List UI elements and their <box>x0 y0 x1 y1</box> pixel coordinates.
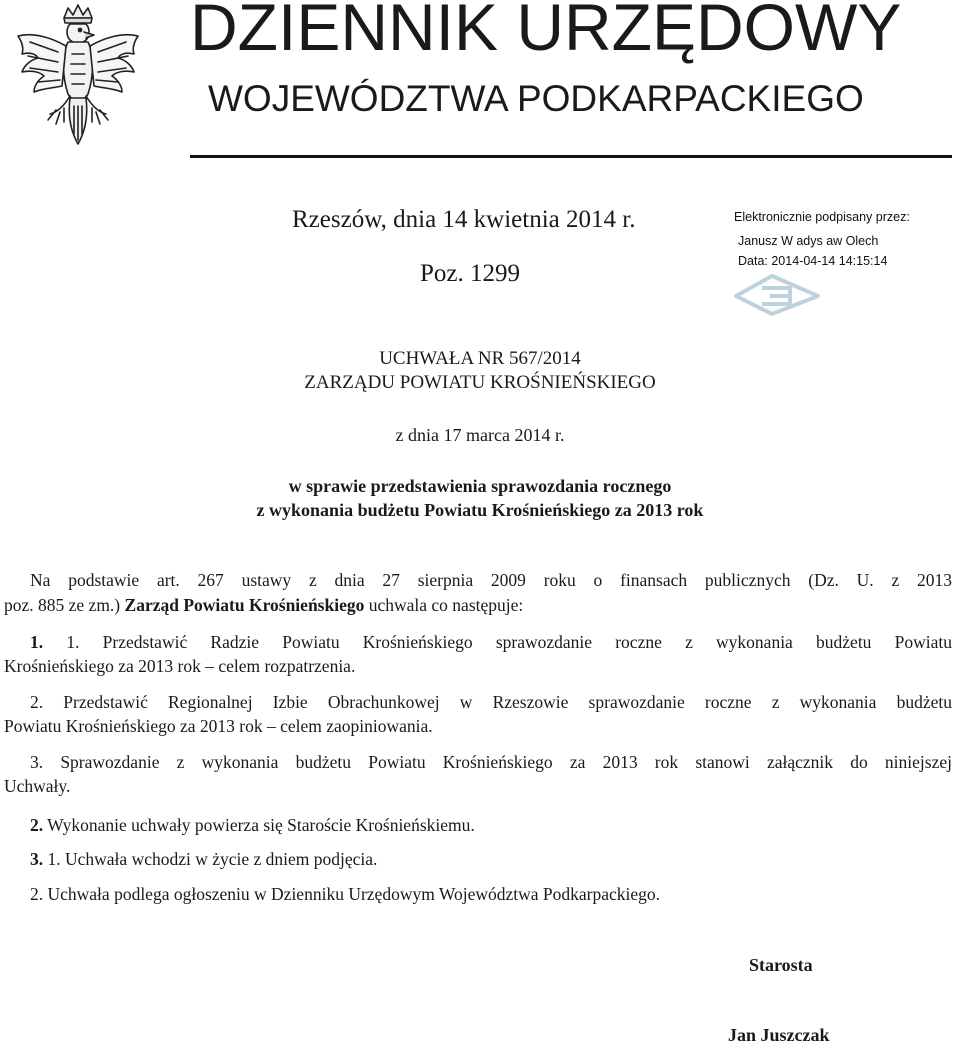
masthead-divider <box>190 155 952 158</box>
paragraph-1-point-3: 3. Sprawozdanie z wykonania budżetu Powiatu Krośnieńskiego za 2013 rok stanowi załącznik do niniejszej <box>30 752 952 772</box>
paragraph-3-point-2: 2. Uchwała podlega ogłoszeniu w Dzienniku Urzędowym Województwa Podkarpackiego. <box>30 884 661 904</box>
signature-signer: Janusz W adys aw Olech <box>738 234 879 248</box>
preamble-enacts: uchwala co następuje: <box>364 595 524 615</box>
signature-label: Elektronicznie podpisany przez: <box>734 210 910 224</box>
paragraph-2 <box>30 815 960 836</box>
signature-stamp-icon <box>732 266 822 318</box>
paragraph-1-point-1: 1. Przedstawić Radzie Powiatu Krośnieńskiego sprawozdanie roczne z wykonania budżetu Powiatu <box>43 632 952 652</box>
gazette-subtitle: WOJEWÓDZTWA PODKARPACKIEGO <box>208 78 864 119</box>
resolution-issuer: ZARZĄDU POWIATU KROŚNIEŃSKIEGO <box>304 372 656 393</box>
eagle-emblem-icon <box>8 2 148 152</box>
paragraph-3-mark: 3. <box>30 849 44 869</box>
resolution-subject-line1: w sprawie przedstawienia sprawozdania rocznego <box>288 476 672 496</box>
preamble-board: Zarząd Powiatu Krośnieńskiego <box>124 595 365 615</box>
paragraph-1-line1 <box>30 632 952 653</box>
resolution-subject-line2: z wykonania budżetu Powiatu Krośnieńskiego za 2013 rok <box>256 500 704 520</box>
preamble-line2 <box>4 595 952 616</box>
position-number: Poz. 1299 <box>420 260 520 287</box>
gazette-title: DZIENNIK URZĘDOWY <box>190 0 902 64</box>
paragraph-1-mark: 1. <box>30 632 44 652</box>
electronic-signature-block <box>732 210 952 310</box>
paragraph-1-point-3-cont: Uchwały. <box>4 776 71 796</box>
resolution-title: UCHWAŁA NR 567/2014 <box>379 348 581 369</box>
paragraph-2-text: Wykonanie uchwały powierza się Staroście Krośnieńskiemu. <box>43 815 475 835</box>
preamble-line1: Na podstawie art. 267 ustawy z dnia 27 sierpnia 2009 roku o finansach publicznych (Dz. U. z 2013 <box>30 570 952 590</box>
resolution-date: z dnia 17 marca 2014 r. <box>395 425 565 445</box>
paragraph-1-point-2-cont: Powiatu Krośnieńskiego za 2013 rok – celem zaopiniowania. <box>4 716 433 736</box>
paragraph-2-mark: 2. <box>30 815 44 835</box>
signatory-role: Starosta <box>749 955 813 975</box>
preamble-citation: poz. 885 ze zm.) <box>4 595 125 615</box>
paragraph-3-point-1: 1. Uchwała wchodzi w życie z dniem podjęcia. <box>43 849 378 869</box>
signatory-name: Jan Juszczak <box>728 1025 830 1045</box>
paragraph-3 <box>30 849 960 870</box>
signature-date: Data: 2014-04-14 14:15:14 <box>738 254 888 268</box>
paragraph-1-point-1-cont: Krośnieńskiego za 2013 rok – celem rozpatrzenia. <box>4 656 356 676</box>
paragraph-1-point-2: 2. Przedstawić Regionalnej Izbie Obrachunkowej w Rzeszowie sprawozdanie roczne z wykonania budżetu <box>30 692 952 712</box>
place-and-date: Rzeszów, dnia 14 kwietnia 2014 r. <box>292 206 636 233</box>
